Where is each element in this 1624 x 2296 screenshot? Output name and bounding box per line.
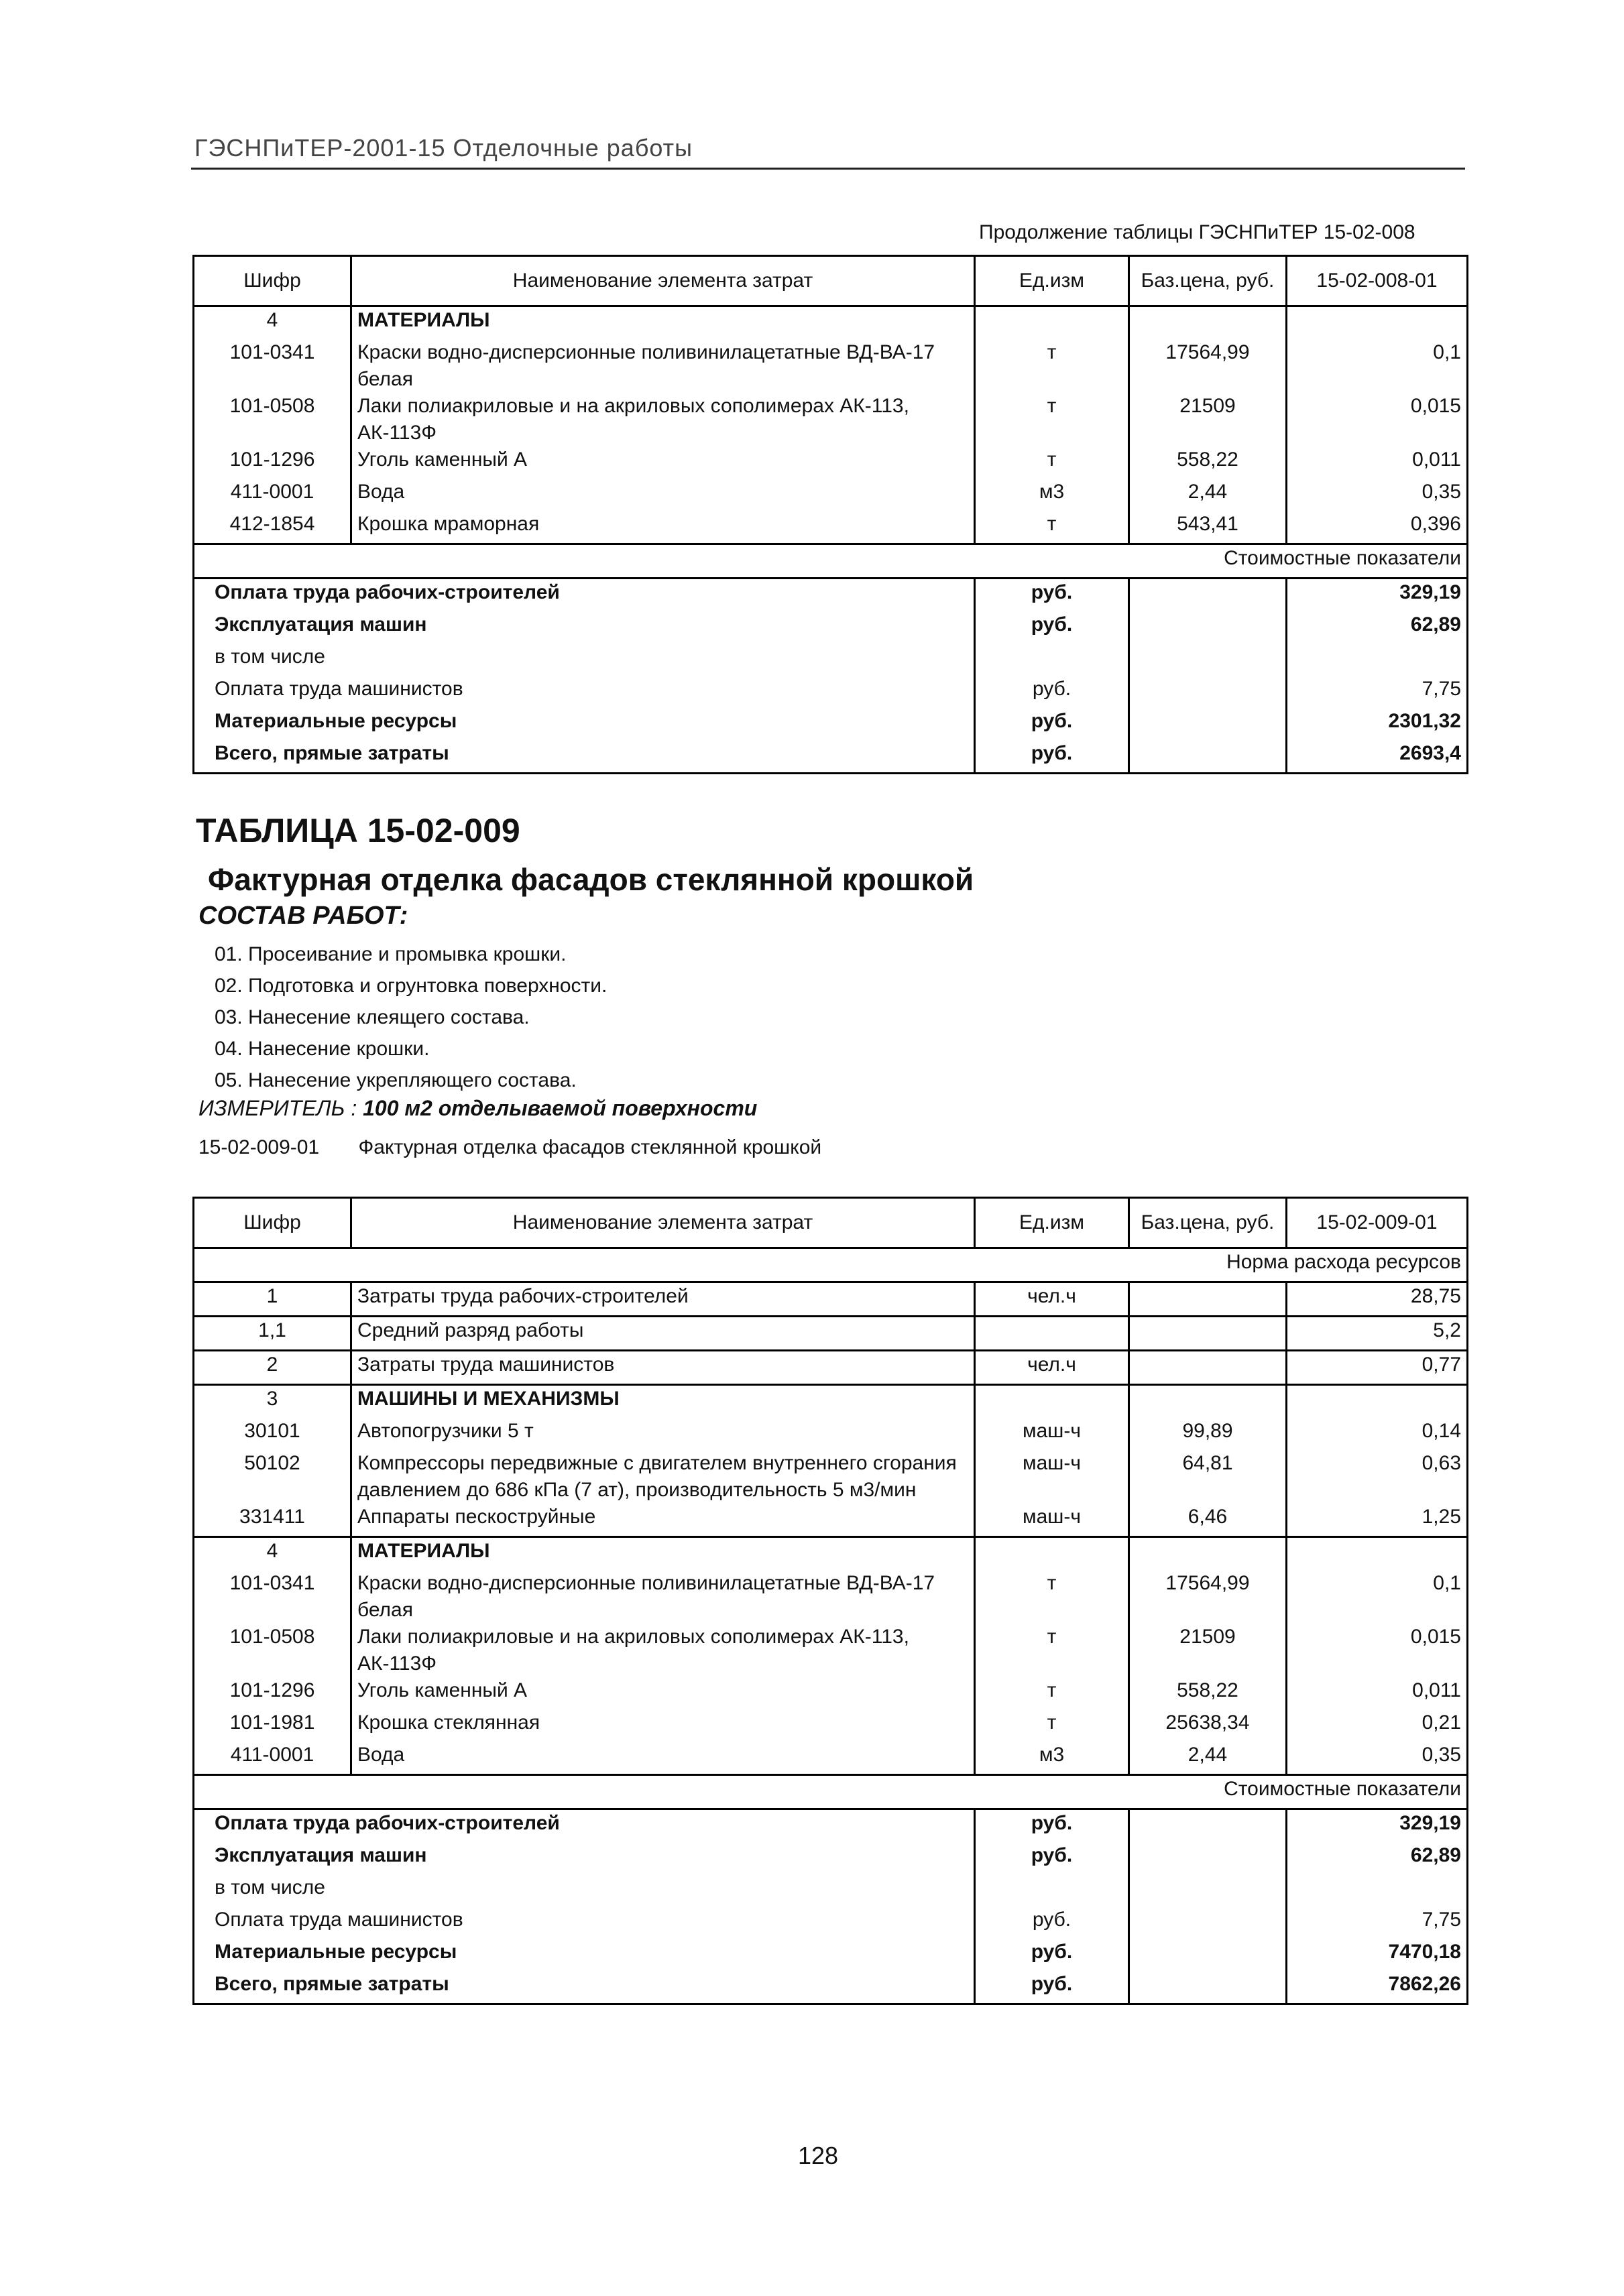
row-name: Затраты труда машинистов — [351, 1351, 975, 1385]
cost-price — [1129, 1939, 1287, 1971]
section-value — [1287, 1385, 1468, 1418]
cost-value: 329,19 — [1287, 579, 1468, 612]
cost-value: 2693,4 — [1287, 740, 1468, 774]
cost-value: 2301,32 — [1287, 708, 1468, 740]
cost-name: Эксплуатация машин — [194, 611, 975, 644]
section-title: МАШИНЫ И МЕХАНИЗМЫ — [351, 1385, 975, 1418]
cost-unit: руб. — [975, 1971, 1129, 2004]
cost-name: Всего, прямые затраты — [194, 1971, 975, 2004]
table-row — [194, 1742, 1468, 1775]
code-line-title: Фактурная отделка фасадов стеклянной крошкой — [358, 1136, 822, 1158]
row-value: 0,1 — [1287, 1570, 1468, 1624]
row-unit: т — [975, 1677, 1129, 1709]
cost-unit: руб. — [975, 676, 1129, 708]
row-unit: т — [975, 1709, 1129, 1742]
section-code: 3 — [194, 1385, 351, 1418]
row-name: Компрессоры передвижные с двигателем внутреннего сгорания давлением до 686 кПа (7 ат), производительность 5 м3/мин — [351, 1450, 975, 1504]
row-code: 50102 — [194, 1450, 351, 1504]
resource-table-15-02-009 — [192, 1197, 1468, 2005]
table-row — [194, 1570, 1468, 1624]
table-row — [194, 339, 1468, 393]
row-value: 0,77 — [1287, 1351, 1468, 1385]
row-value: 1,25 — [1287, 1504, 1468, 1537]
row-unit: чел.ч — [975, 1351, 1129, 1385]
row-name: Крошка мраморная — [351, 511, 975, 544]
cost-heading — [194, 544, 1468, 579]
cost-price — [1129, 644, 1287, 676]
header-code: Шифр — [194, 256, 351, 306]
section-code: 4 — [194, 306, 351, 340]
continuation-note: Продолжение таблицы ГЭСНПиТЕР 15-02-008 — [979, 221, 1415, 243]
cost-row — [194, 1874, 1468, 1907]
cost-value: 7,75 — [1287, 1907, 1468, 1939]
cost-row — [194, 1971, 1468, 2004]
row-price: 558,22 — [1129, 1677, 1287, 1709]
cost-price — [1129, 708, 1287, 740]
row-name: Краски водно-дисперсионные поливинилацетатные ВД-ВА-17 белая — [351, 1570, 975, 1624]
row-unit: т — [975, 393, 1129, 446]
row-name: Краски водно-дисперсионные поливинилацетатные ВД-ВА-17 белая — [351, 339, 975, 393]
page-number: 128 — [798, 2142, 839, 2169]
row-price: 17564,99 — [1129, 339, 1287, 393]
section-row — [194, 1385, 1468, 1418]
header-price: Баз.цена, руб. — [1129, 256, 1287, 306]
row-value: 0,35 — [1287, 479, 1468, 511]
cost-name: Материальные ресурсы — [194, 708, 975, 740]
row-value: 0,14 — [1287, 1418, 1468, 1450]
works-heading: СОСТАВ РАБОТ: — [198, 902, 408, 930]
header-rule — [191, 168, 1465, 170]
table-row — [194, 446, 1468, 479]
table-row — [194, 511, 1468, 544]
cost-unit: руб. — [975, 1907, 1129, 1939]
table-row — [194, 479, 1468, 511]
row-unit: чел.ч — [975, 1282, 1129, 1317]
running-header: ГЭСНПиТЕР-2001-15 Отделочные работы — [194, 134, 693, 162]
cost-row — [194, 611, 1468, 644]
cost-unit: руб. — [975, 579, 1129, 612]
measure-line — [198, 1096, 757, 1121]
row-price: 25638,34 — [1129, 1709, 1287, 1742]
cost-price — [1129, 676, 1287, 708]
row-unit: маш-ч — [975, 1504, 1129, 1537]
table-body — [194, 1198, 1468, 2004]
cost-value — [1287, 644, 1468, 676]
cost-row — [194, 1809, 1468, 1843]
row-price: 543,41 — [1129, 511, 1287, 544]
cost-price — [1129, 1874, 1287, 1907]
table-row — [194, 1351, 1468, 1385]
row-value: 0,1 — [1287, 339, 1468, 393]
row-name: Аппараты пескоструйные — [351, 1504, 975, 1537]
row-value: 0,21 — [1287, 1709, 1468, 1742]
row-unit: м3 — [975, 1742, 1129, 1775]
cost-unit: руб. — [975, 740, 1129, 774]
cost-value: 329,19 — [1287, 1809, 1468, 1843]
section-unit — [975, 1385, 1129, 1418]
cost-name: Материальные ресурсы — [194, 1939, 975, 1971]
cost-value: 7,75 — [1287, 676, 1468, 708]
row-unit: маш-ч — [975, 1450, 1129, 1504]
section-unit — [975, 306, 1129, 340]
table-row — [194, 1317, 1468, 1351]
cost-name: Эксплуатация машин — [194, 1842, 975, 1874]
section-price — [1129, 306, 1287, 340]
row-value: 0,011 — [1287, 1677, 1468, 1709]
works-item: 03. Нанесение клеящего состава. — [215, 1006, 530, 1028]
row-name: Лаки полиакриловые и на акриловых сополимерах АК-113, АК-113Ф — [351, 393, 975, 446]
cost-unit: руб. — [975, 1809, 1129, 1843]
measure-label: ИЗМЕРИТЕЛЬ : — [198, 1096, 357, 1120]
cost-value: 62,89 — [1287, 1842, 1468, 1874]
row-code: 30101 — [194, 1418, 351, 1450]
row-price: 99,89 — [1129, 1418, 1287, 1450]
cost-unit — [975, 644, 1129, 676]
cost-row — [194, 1842, 1468, 1874]
row-unit: маш-ч — [975, 1418, 1129, 1450]
row-code: 101-0341 — [194, 1570, 351, 1624]
cost-price — [1129, 740, 1287, 774]
row-code: 2 — [194, 1351, 351, 1385]
row-price — [1129, 1282, 1287, 1317]
cost-price — [1129, 1907, 1287, 1939]
row-name: Крошка стеклянная — [351, 1709, 975, 1742]
row-unit: т — [975, 1570, 1129, 1624]
cost-name: в том числе — [194, 644, 975, 676]
row-name: Вода — [351, 479, 975, 511]
row-code: 101-0341 — [194, 339, 351, 393]
row-price: 2,44 — [1129, 1742, 1287, 1775]
cost-price — [1129, 1971, 1287, 2004]
cost-name: Оплата труда машинистов — [194, 1907, 975, 1939]
cost-value: 7862,26 — [1287, 1971, 1468, 2004]
section-price — [1129, 1385, 1287, 1418]
cost-name: Всего, прямые затраты — [194, 740, 975, 774]
row-code: 411-0001 — [194, 479, 351, 511]
row-code: 101-1296 — [194, 1677, 351, 1709]
cost-price — [1129, 1809, 1287, 1843]
code-line — [198, 1136, 821, 1159]
row-unit: т — [975, 511, 1129, 544]
works-item: 04. Нанесение крошки. — [215, 1038, 430, 1060]
cost-name: Оплата труда рабочих-строителей — [194, 1809, 975, 1843]
row-price — [1129, 1317, 1287, 1351]
cost-price — [1129, 579, 1287, 612]
table-row — [194, 1624, 1468, 1677]
cost-heading-cell: Стоимостные показатели — [194, 1775, 1468, 1809]
table-row — [194, 1418, 1468, 1450]
row-price: 17564,99 — [1129, 1570, 1287, 1624]
section-price — [1129, 1537, 1287, 1571]
row-name: Автопогрузчики 5 т — [351, 1418, 975, 1450]
cost-value: 62,89 — [1287, 611, 1468, 644]
measure-value: 100 м2 отделываемой поверхности — [363, 1096, 758, 1120]
table-subtitle: Фактурная отделка фасадов стеклянной крошкой — [208, 862, 974, 897]
table-row — [194, 1709, 1468, 1742]
section-value — [1287, 1537, 1468, 1571]
section-row — [194, 306, 1468, 340]
cost-unit: руб. — [975, 1939, 1129, 1971]
row-value: 0,63 — [1287, 1450, 1468, 1504]
table-row — [194, 1282, 1468, 1317]
cost-unit: руб. — [975, 611, 1129, 644]
row-code: 331411 — [194, 1504, 351, 1537]
table-row — [194, 393, 1468, 446]
cost-name: Оплата труда машинистов — [194, 676, 975, 708]
cost-row — [194, 676, 1468, 708]
resource-table-15-02-008 — [192, 255, 1468, 774]
row-price — [1129, 1351, 1287, 1385]
cost-heading — [194, 1775, 1468, 1809]
header-unit: Ед.изм — [975, 1198, 1129, 1248]
cost-heading-cell: Стоимостные показатели — [194, 544, 1468, 579]
cost-row — [194, 740, 1468, 774]
row-name: Средний разряд работы — [351, 1317, 975, 1351]
row-name: Лаки полиакриловые и на акриловых сополимерах АК-113, АК-113Ф — [351, 1624, 975, 1677]
table-row — [194, 1677, 1468, 1709]
norm-heading — [194, 1248, 1468, 1282]
section-title: МАТЕРИАЛЫ — [351, 1537, 975, 1571]
row-name: Затраты труда рабочих-строителей — [351, 1282, 975, 1317]
cost-value: 7470,18 — [1287, 1939, 1468, 1971]
row-value: 0,35 — [1287, 1742, 1468, 1775]
row-code: 1,1 — [194, 1317, 351, 1351]
cost-name: Оплата труда рабочих-строителей — [194, 579, 975, 612]
row-name: Вода — [351, 1742, 975, 1775]
cost-price — [1129, 611, 1287, 644]
cost-unit — [975, 1874, 1129, 1907]
code-line-code: 15-02-009-01 — [198, 1136, 320, 1158]
row-code: 101-1981 — [194, 1709, 351, 1742]
header-price: Баз.цена, руб. — [1129, 1198, 1287, 1248]
row-code: 101-1296 — [194, 446, 351, 479]
row-value: 0,015 — [1287, 393, 1468, 446]
table-header-row — [194, 256, 1468, 306]
row-unit: т — [975, 339, 1129, 393]
table-body — [194, 256, 1468, 774]
row-unit: м3 — [975, 479, 1129, 511]
row-value: 0,011 — [1287, 446, 1468, 479]
cost-name: в том числе — [194, 1874, 975, 1907]
table-header-row — [194, 1198, 1468, 1248]
cost-price — [1129, 1842, 1287, 1874]
cost-row — [194, 1939, 1468, 1971]
table-title: ТАБЛИЦА 15-02-009 — [196, 812, 520, 849]
row-unit: т — [975, 446, 1129, 479]
row-name: Уголь каменный А — [351, 446, 975, 479]
row-name: Уголь каменный А — [351, 1677, 975, 1709]
cost-row — [194, 1907, 1468, 1939]
row-value: 28,75 — [1287, 1282, 1468, 1317]
row-unit — [975, 1317, 1129, 1351]
row-price: 6,46 — [1129, 1504, 1287, 1537]
table-row — [194, 1504, 1468, 1537]
row-code: 101-0508 — [194, 393, 351, 446]
row-price: 21509 — [1129, 1624, 1287, 1677]
row-value: 0,396 — [1287, 511, 1468, 544]
works-item: 05. Нанесение укрепляющего состава. — [215, 1069, 577, 1091]
cost-value — [1287, 1874, 1468, 1907]
cost-row — [194, 708, 1468, 740]
cost-row — [194, 644, 1468, 676]
works-item: 01. Просеивание и промывка крошки. — [215, 943, 567, 965]
works-list — [215, 939, 607, 1096]
section-title: МАТЕРИАЛЫ — [351, 306, 975, 340]
row-value: 0,015 — [1287, 1624, 1468, 1677]
works-item: 02. Подготовка и огрунтовка поверхности. — [215, 975, 607, 997]
row-price: 21509 — [1129, 393, 1287, 446]
header-name: Наименование элемента затрат — [351, 1198, 975, 1248]
section-code: 4 — [194, 1537, 351, 1571]
header-code: Шифр — [194, 1198, 351, 1248]
header-norm: 15-02-009-01 — [1287, 1198, 1468, 1248]
header-norm: 15-02-008-01 — [1287, 256, 1468, 306]
header-name: Наименование элемента затрат — [351, 256, 975, 306]
row-code: 411-0001 — [194, 1742, 351, 1775]
row-value: 5,2 — [1287, 1317, 1468, 1351]
row-price: 64,81 — [1129, 1450, 1287, 1504]
row-code: 101-0508 — [194, 1624, 351, 1677]
row-code: 1 — [194, 1282, 351, 1317]
cost-unit: руб. — [975, 1842, 1129, 1874]
section-value — [1287, 306, 1468, 340]
row-price: 558,22 — [1129, 446, 1287, 479]
row-unit: т — [975, 1624, 1129, 1677]
header-unit: Ед.изм — [975, 256, 1129, 306]
row-code: 412-1854 — [194, 511, 351, 544]
cost-row — [194, 579, 1468, 612]
norm-heading-cell: Норма расхода ресурсов — [194, 1248, 1468, 1282]
row-price: 2,44 — [1129, 479, 1287, 511]
section-row — [194, 1537, 1468, 1571]
section-unit — [975, 1537, 1129, 1571]
cost-unit: руб. — [975, 708, 1129, 740]
table-row — [194, 1450, 1468, 1504]
